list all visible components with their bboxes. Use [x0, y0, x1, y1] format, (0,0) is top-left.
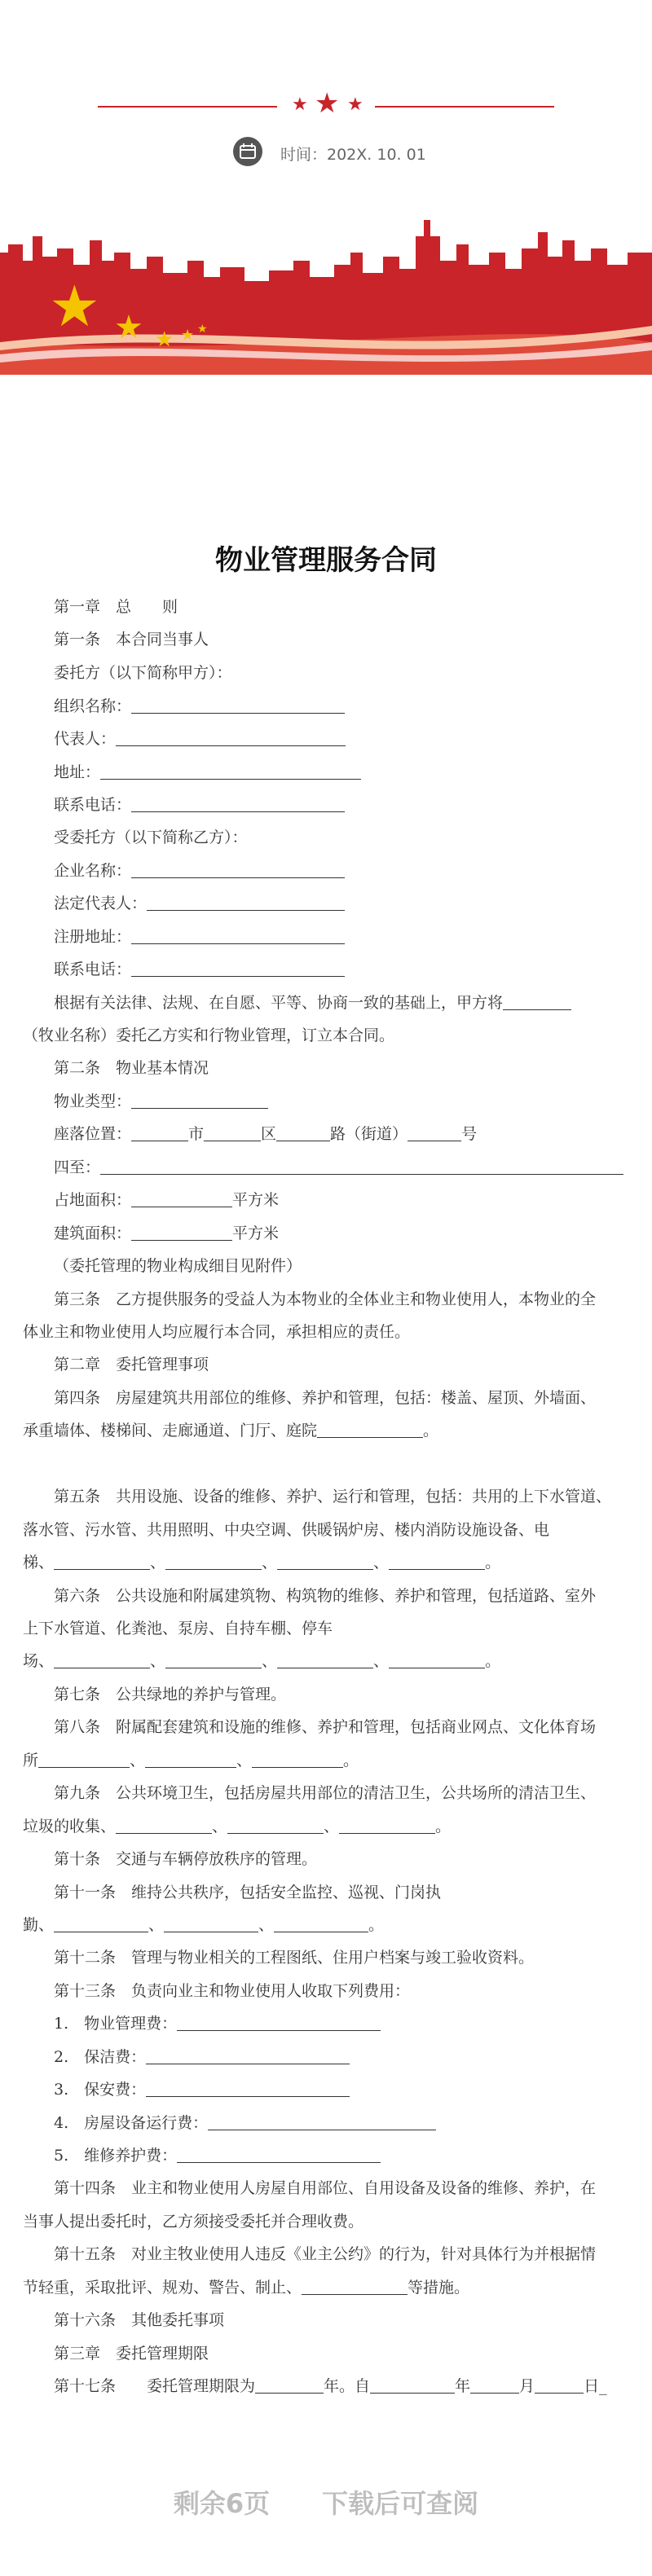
form-field [54, 957, 345, 979]
document-title: 物业管理服务合同 [215, 544, 437, 577]
blank-line [131, 1190, 232, 1207]
blank-line [131, 960, 345, 977]
paragraph-line: 第三条 乙方提供服务的受益人为本物业的全体业主和物业使用人，本物业的全 [54, 1290, 597, 1308]
text-span: 号 [461, 1125, 478, 1143]
field-label: 法定代表人： [54, 895, 148, 912]
text-span: 勤、 [23, 1916, 55, 1934]
text-span: 、 [373, 1554, 390, 1572]
text-span: 3. 保安费： [54, 2081, 147, 2099]
star-icon: ★ [155, 327, 174, 352]
remaining-pages-notice[interactable]: 剩余6页 下载后可查阅 [173, 2488, 479, 2519]
paragraph-line: 第七条 公共绿地的养护与管理。 [54, 1686, 287, 1703]
fee-item [54, 2143, 381, 2165]
form-field [54, 1122, 477, 1144]
blank-line [38, 1751, 130, 1768]
text-span: 市 [188, 1125, 205, 1143]
blank-line [470, 2376, 519, 2394]
blank-line [277, 1651, 373, 1668]
text-span: 、 [324, 1818, 340, 1835]
section-label: 受委托方（以下简称乙方）： [54, 829, 248, 846]
blank-line [277, 1553, 373, 1570]
field-label: 占地面积： [54, 1191, 132, 1209]
paragraph-line [23, 1748, 359, 1770]
paragraph-line [23, 2275, 469, 2297]
form-field [54, 793, 345, 815]
blank-line [339, 1817, 435, 1834]
document-date: 时间：202X. 10. 01 [280, 146, 426, 164]
blank-line [208, 2113, 436, 2130]
paragraph-line: 第六条 公共设施和附属建筑物、构筑物的维修、养护和管理，包括道路、室外 [54, 1587, 597, 1605]
text-span: 根据有关法律、法规、在自愿、平等、协商一致的基础上，甲方将 [54, 994, 504, 1012]
chapter-heading: 第一章 总 则 [54, 598, 178, 616]
blank-line [146, 2047, 350, 2064]
date-row [0, 137, 652, 166]
blank-line [131, 861, 345, 878]
section-label: 委托方（以下简称甲方）： [54, 664, 232, 682]
text-span: 、 [262, 1652, 278, 1670]
paragraph-line [54, 991, 571, 1013]
text-span: 平方米 [232, 1191, 280, 1209]
field-label: 四至： [54, 1158, 101, 1176]
text-span: 。 [485, 1652, 501, 1670]
text-span: 1. 物业管理费： [54, 2015, 178, 2033]
field-label: 企业名称： [54, 862, 132, 880]
form-field [54, 1188, 279, 1210]
form-field [54, 1221, 279, 1243]
paragraph-line [54, 2374, 607, 2396]
fee-item [54, 2045, 350, 2067]
paragraph-line: 第十条 交通与车辆停放秩序的管理。 [54, 1850, 318, 1868]
blank-line [145, 1751, 236, 1768]
blank-line [131, 1224, 232, 1241]
blank-line [408, 1124, 461, 1141]
blank-line [54, 1915, 148, 1932]
field-label: 注册地址： [54, 928, 132, 946]
text-span: 。 [343, 1752, 359, 1769]
blank-line [204, 1124, 261, 1141]
paragraph-line [23, 1814, 451, 1836]
text-span: 场、 [23, 1652, 55, 1670]
field-label: 建筑面积： [54, 1224, 132, 1242]
form-field [54, 694, 345, 716]
blank-line [177, 2146, 381, 2163]
text-span: 承重墙体、楼梯间、走廊通道、门厅、庭院 [23, 1422, 318, 1440]
form-field [54, 1089, 268, 1111]
paragraph-line: 第十一条 维持公共秩序，包括安全监控、巡视、门岗执 [54, 1884, 442, 1901]
text-span: 年。自 [324, 2377, 371, 2395]
text-span: 梯、 [23, 1554, 55, 1572]
blank-line [302, 2278, 408, 2295]
blank-line [274, 1915, 368, 1932]
paragraph-line: 第十四条 业主和物业使用人房屋自用部位、自用设备及设备的维修、养护，在 [54, 2179, 597, 2197]
text-span: 平方米 [232, 1224, 280, 1242]
blank-line [227, 1817, 324, 1834]
star-icon: ★ [181, 327, 195, 344]
text-span: 、 [262, 1554, 278, 1572]
text-span: 第十七条 委托管理期限为 [54, 2377, 256, 2395]
star-icon: ★ [114, 309, 143, 346]
text-span: 等措施。 [408, 2279, 470, 2297]
star-icon: ★ [347, 95, 363, 115]
blank-line [131, 1092, 268, 1109]
paragraph-line: 当事人提出委托时，乙方须接受委托并合理收费。 [23, 2213, 364, 2231]
paragraph-line [23, 1418, 438, 1440]
text-span: 、 [236, 1752, 253, 1769]
text-span: 2. 保洁费： [54, 2048, 147, 2066]
field-label: 联系电话： [54, 796, 132, 814]
star-icon: ★ [197, 323, 208, 336]
article-heading: 第一条 本合同当事人 [54, 631, 209, 648]
paragraph-line: 第十五条 对业主牧业使用人违反《业主公约》的行为，针对具体行为并根据情 [54, 2245, 597, 2263]
fee-item [54, 2011, 381, 2033]
form-field [54, 727, 346, 749]
blank-line [252, 1751, 343, 1768]
blank-line [164, 1915, 258, 1932]
blank-line [276, 1124, 330, 1141]
blank-line [165, 1651, 262, 1668]
blank-line [146, 2080, 350, 2097]
text-span: 日_ [584, 2377, 607, 2395]
text-span: 、 [258, 1916, 275, 1934]
text-span: 节轻重，采取批评、规劝、警告、制止、 [23, 2279, 302, 2297]
paragraph-line: 体业主和物业使用人均应履行本合同，承担相应的责任。 [23, 1323, 411, 1341]
blank-line [317, 1421, 423, 1438]
text-span: 、 [148, 1916, 165, 1934]
blank-line [116, 1817, 212, 1834]
field-label: 物业类型： [54, 1092, 132, 1110]
blank-line [147, 894, 345, 911]
paragraph-line: 上下水管道、化粪池、泵房、自持车棚、停车 [23, 1620, 333, 1637]
text-span: 、 [212, 1818, 228, 1835]
fee-item [54, 2077, 350, 2099]
text-span: 垃圾的收集、 [23, 1818, 117, 1835]
field-label: 组织名称： [54, 697, 132, 715]
form-field [54, 1155, 623, 1177]
blank-line [389, 1553, 485, 1570]
text-span: 、 [130, 1752, 146, 1769]
paragraph-line: （委托管理的物业构成细目见附件） [54, 1257, 302, 1275]
text-span: 、 [150, 1652, 166, 1670]
article-heading: 第十六条 其他委托事项 [54, 2311, 225, 2329]
paragraph-line: 第四条 房屋建筑共用部位的维修、养护和管理，包括：楼盖、屋顶、外墙面、 [54, 1389, 597, 1407]
blank-line [255, 2376, 324, 2394]
chapter-heading: 第三章 委托管理期限 [54, 2345, 209, 2363]
blank-line [131, 1124, 188, 1141]
paragraph-line: 落水管、污水管、共用照明、中央空调、供暖锅炉房、楼内消防设施设备、电 [23, 1521, 550, 1539]
form-field [54, 859, 345, 881]
star-icon: ★ [49, 273, 100, 340]
text-span: 。 [485, 1554, 501, 1572]
blank-line [131, 795, 345, 812]
blank-line [131, 697, 345, 714]
text-span: 、 [373, 1652, 390, 1670]
field-label: 座落位置： [54, 1125, 132, 1143]
text-span: 所 [23, 1752, 39, 1769]
blank-line [100, 763, 361, 780]
text-span: 区 [261, 1125, 277, 1143]
blank-line [116, 729, 346, 746]
paragraph-line: 第十三条 负责向业主和物业使用人收取下列费用： [54, 1982, 411, 2000]
blank-line [100, 1158, 623, 1175]
paragraph-line: 第九条 公共环境卫生，包括房屋共用部位的清洁卫生，公共场所的清洁卫生、 [54, 1784, 597, 1802]
paragraph-line [23, 1913, 384, 1935]
paragraph-line: （牧业名称）委托乙方实和行物业管理，订立本合同。 [23, 1026, 395, 1044]
field-label: 地址： [54, 763, 101, 781]
form-field [54, 760, 361, 782]
paragraph-line: 第十二条 管理与物业相关的工程图纸、住用户档案与竣工验收资料。 [54, 1949, 535, 1967]
star-icon: ★ [292, 95, 308, 115]
text-span: 5. 维修养护费： [54, 2147, 178, 2165]
chapter-heading: 第二章 委托管理事项 [54, 1356, 209, 1374]
blank-line [370, 2376, 455, 2394]
paragraph-line: 第五条 共用设施、设备的维修、养护、运行和管理，包括：共用的上下水管道、 [54, 1488, 612, 1506]
paragraph-line: 第八条 附属配套建筑和设施的维修、养护和管理，包括商业网点、文化体育场 [54, 1718, 597, 1736]
blank-line [177, 2014, 381, 2031]
field-label: 代表人： [54, 730, 117, 748]
blank-line [389, 1651, 485, 1668]
text-span: 路（街道） [330, 1125, 408, 1143]
text-span: 。 [368, 1916, 385, 1934]
blank-line [503, 993, 571, 1010]
blank-line [165, 1553, 262, 1570]
article-heading: 第二条 物业基本情况 [54, 1059, 209, 1077]
form-field [54, 891, 345, 913]
paragraph-line [23, 1550, 500, 1572]
blank-line [535, 2376, 584, 2394]
fee-item [54, 2111, 436, 2133]
header-banner [0, 220, 652, 375]
text-span: 年 [455, 2377, 471, 2395]
text-span: 、 [150, 1554, 166, 1572]
blank-line [131, 927, 345, 944]
text-span: 。 [435, 1818, 452, 1835]
blank-line [54, 1651, 150, 1668]
form-field [54, 925, 345, 947]
text-span: 。 [423, 1422, 439, 1440]
text-span: 月 [519, 2377, 535, 2395]
text-span: 4. 房屋设备运行费： [54, 2114, 209, 2132]
paragraph-line [23, 1649, 500, 1671]
header-rule-right [375, 106, 554, 108]
calendar-icon [233, 137, 262, 166]
blank-line [54, 1553, 150, 1570]
header-rule-left [98, 106, 277, 108]
header-stars [277, 87, 375, 125]
field-label: 联系电话： [54, 961, 132, 978]
star-icon: ★ [315, 87, 340, 120]
